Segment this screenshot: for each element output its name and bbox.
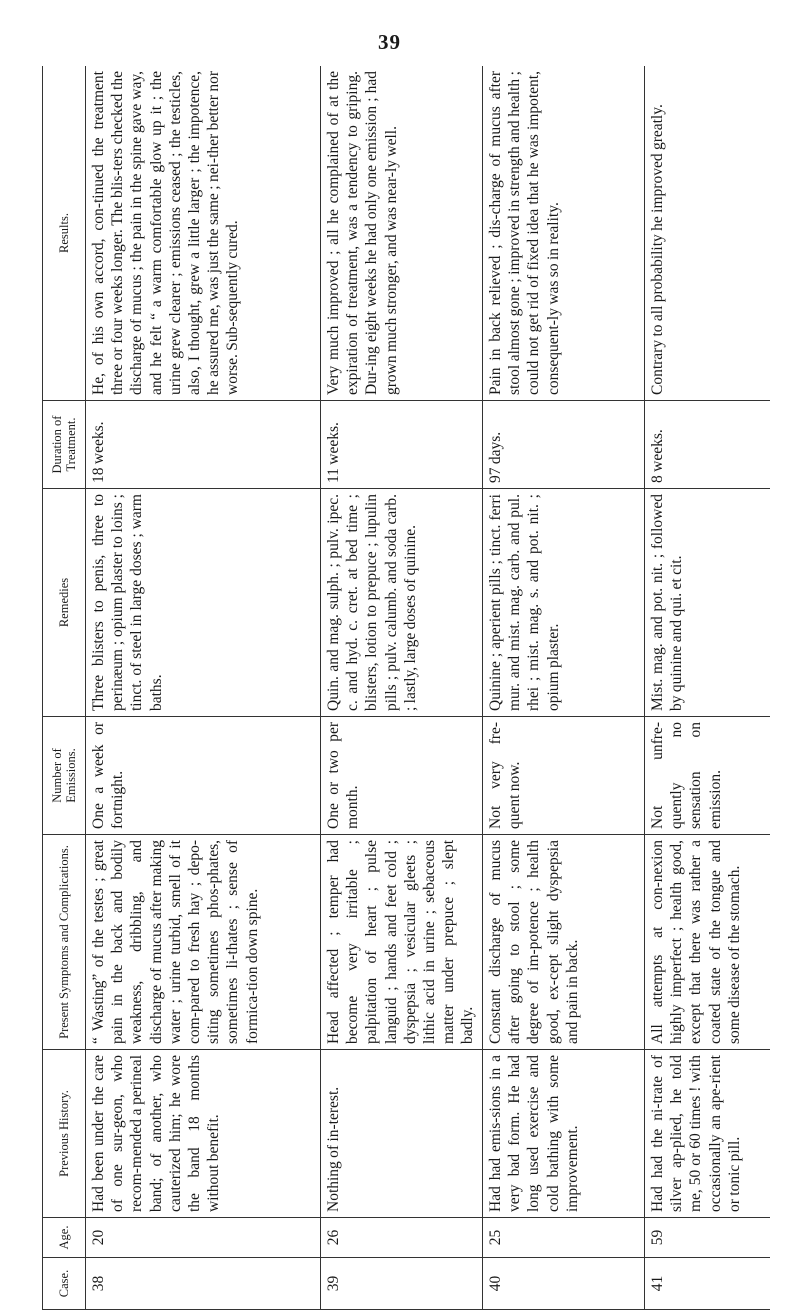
age: 26 xyxy=(321,1218,483,1258)
column-header-emissions: Number of Emissions. xyxy=(43,717,86,835)
age: 20 xyxy=(86,1218,321,1258)
column-header-symptoms: Present Symptoms and Complications. xyxy=(43,835,86,1050)
remedies: Quinine ; aperient pills ; tinct. ferri mur. and mist. mag. carb. and pul. rhei ; mist. mag. s. and pot. nit. ; opium plaster. xyxy=(483,489,645,717)
duration-of-treatment: 8 weeks. xyxy=(645,401,771,489)
number-of-emissions: Not very fre-quent now. xyxy=(483,717,645,835)
case-number: 38 xyxy=(86,1258,321,1310)
table-row xyxy=(86,66,321,1310)
case-table xyxy=(42,66,770,1310)
present-symptoms: “ Wasting” of the testes ; great pain in the back and bodily weakness, dribbling, and discharge of mucus after making water ; urine turbid, smell of it com-pared to fresh hay ; depo-siting sometimes phos-phates, sometimes li-thates ; sense of formica-tion down spine. xyxy=(86,835,321,1050)
case-number: 40 xyxy=(483,1258,645,1310)
column-header-remedies: Remedies xyxy=(43,489,86,717)
page-number: 39 xyxy=(378,30,401,54)
table-row xyxy=(321,66,483,1310)
column-header-results: Results. xyxy=(43,66,86,401)
present-symptoms: Constant discharge of mucus after going to stool ; some degree of im-potence ; health good, ex-cept slight dyspepsia and pain in back. xyxy=(483,835,645,1050)
previous-history: Had had the ni-trate of silver ap-plied, he told me, 50 or 60 times ! with occasionally an ape-rient or tonic pill. xyxy=(645,1050,771,1218)
case-table-sheet xyxy=(42,66,770,1310)
remedies: Quin. and mag. sulph. ; pulv. ipec. c. and hyd. c. cret. at bed time ; blisters, lotion to prepuce ; lupulin pills ; pulv. calumb. and soda carb. ; lastly, large doses of quinine. xyxy=(321,489,483,717)
rotated-case-table xyxy=(42,66,770,1310)
present-symptoms: All attempts at con-nexion highly imperfect ; health good, except that there was rather a coated state of the tongue and some disease of the stomach. xyxy=(645,835,771,1050)
remedies: Three blisters to penis, three to perinæum ; opium plaster to loins ; tinct. of steel in large doses ; warm baths. xyxy=(86,489,321,717)
column-header-case: Case. xyxy=(43,1258,86,1310)
results: He, of his own accord, con-tinued the treatment three or four weeks longer. The blis-ters checked the discharge of mucus ; the pain in the spine gave way, and he felt “ a warm comfortable glow up it ; the urine grew clearer ; emissions ceased ; the testicles, also, I thought, grew a little larger ; the impotence, he assured me, was just the same ; nei-ther better nor worse. Sub-sequently cured. xyxy=(86,66,321,401)
number-of-emissions: One or two per month. xyxy=(321,717,483,835)
column-header-history: Previous History. xyxy=(43,1050,86,1218)
age: 25 xyxy=(483,1218,645,1258)
age: 59 xyxy=(645,1218,771,1258)
column-header-duration: Duration of Treatment. xyxy=(43,401,86,489)
table-row xyxy=(645,66,771,1310)
results: Contrary to all probability he improved greatly. xyxy=(645,66,771,401)
results: Pain in back relieved ; dis-charge of mucus after stool almost gone ; improved in strength and health ; could not get rid of fixed idea that he was impotent, consequent-ly was so in reality. xyxy=(483,66,645,401)
column-header-age: Age. xyxy=(43,1218,86,1258)
duration-of-treatment: 97 days. xyxy=(483,401,645,489)
duration-of-treatment: 18 weeks. xyxy=(86,401,321,489)
previous-history: Had had emis-sions in a very bad form. He had long used exercise and cold bathing with some improvement. xyxy=(483,1050,645,1218)
duration-of-treatment: 11 weeks. xyxy=(321,401,483,489)
case-number: 41 xyxy=(645,1258,771,1310)
number-of-emissions: Not unfre-quently no sensation on emission. xyxy=(645,717,771,835)
present-symptoms: Head affected ; temper had become very irritable ; palpitation of heart ; pulse languid ; hands and feet cold ; dyspepsia ; vesicular gleets ; lithic acid in urine ; sebaceous matter under prepuce ; slept badly. xyxy=(321,835,483,1050)
previous-history: Had been under the care of one sur-geon, who recom-mended a perineal band; of another, who cauterized him; he wore the band 18 months without benefit. xyxy=(86,1050,321,1218)
table-row xyxy=(483,66,645,1310)
previous-history: Nothing of in-terest. xyxy=(321,1050,483,1218)
case-number: 39 xyxy=(321,1258,483,1310)
remedies: Mist. mag. and pot. nit. ; followed by quinine and qui. et cit. xyxy=(645,489,771,717)
number-of-emissions: One a week or fortnight. xyxy=(86,717,321,835)
results: Very much improved ; all he complained of at the expiration of treatment, was a tendency to griping. Dur-ing eight weeks he had only one emission ; had grown much stronger, and was near-ly well. xyxy=(321,66,483,401)
header-row xyxy=(43,66,86,1310)
